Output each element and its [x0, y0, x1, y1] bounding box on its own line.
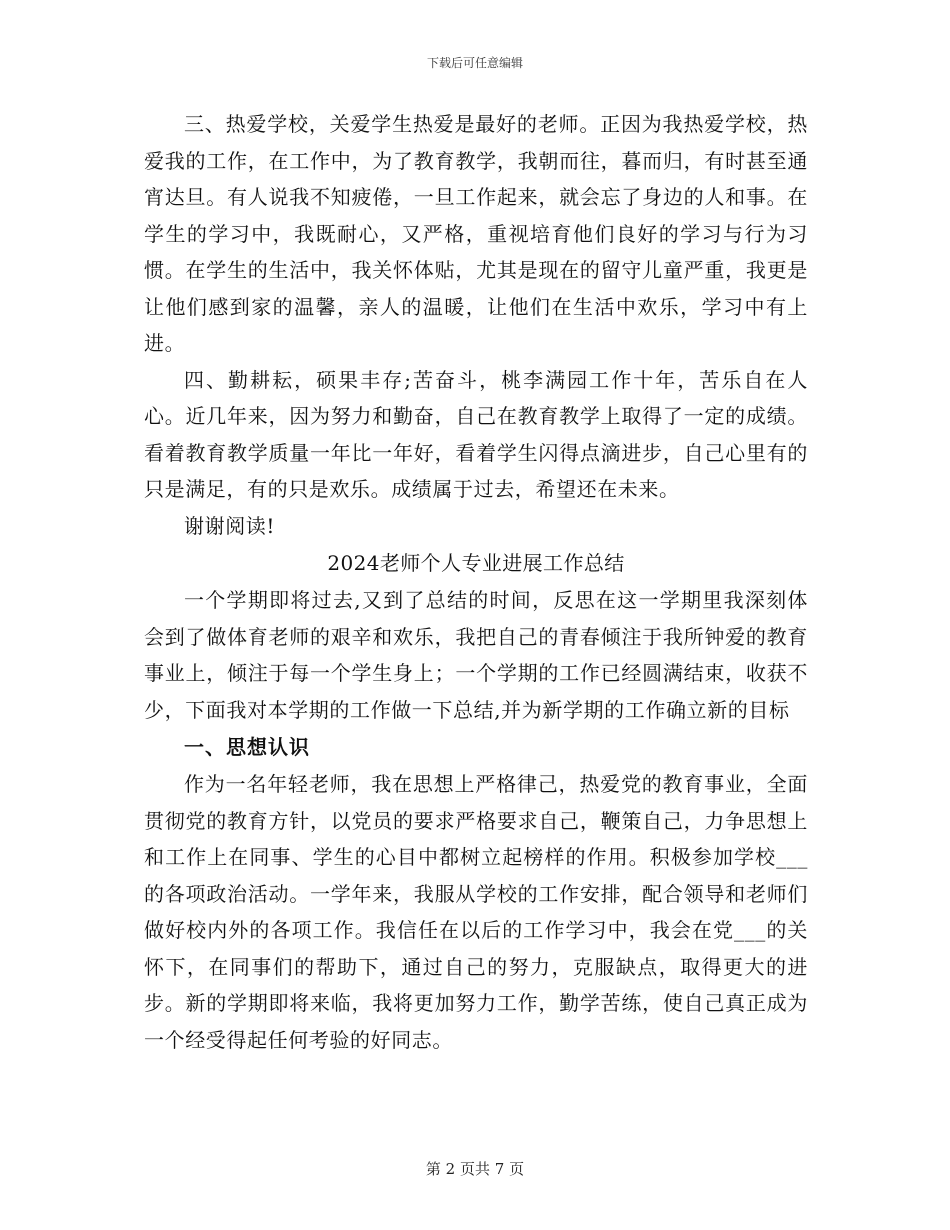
- heading-ideology: 一、思想认识: [184, 735, 310, 759]
- thanks-line: 谢谢阅读!: [184, 513, 276, 538]
- section-title: 2024老师个人专业进展工作总结: [327, 551, 625, 575]
- paragraph-hard-work: 四、勤耕耘，硕果丰存;苦奋斗，桃李满园工作十年，苦乐自在人心。近几年来，因为努力和勤奋，自己在教育教学上取得了一定的成绩。看着教育教学质量一年比一年好，看着学生闪得点滴进步，自己心里有的只是满足，有的只是欢乐。成绩属于过去，希望还在未来。: [144, 367, 808, 501]
- header-note: 下载后可任意编辑: [426, 56, 523, 70]
- page-number: 第 2 页共 7 页: [425, 1160, 525, 1178]
- paragraph-ideology: 作为一名年轻老师，我在思想上严格律己，热爱党的教育事业，全面贯彻党的教育方针，以党员的要求严格要求自己，鞭策自己，力争思想上和工作上在同事、学生的心目中都树立起榜样的作用。积极参加学校___的各项政治活动。一学年来，我服从学校的工作安排，配合领导和老师们做好校内外的各项工作。我信任在以后的工作学习中，我会在党___的关怀下，在同事们的帮助下，通过自己的努力，克服缺点，取得更大的进步。新的学期即将来临，我将更加努力工作，勤学苦练，使自己真正成为一个经受得起任何考验的好同志。: [144, 772, 808, 1052]
- document-body: [144, 106, 808, 1058]
- paragraph-love-school: 三、热爱学校，关爱学生热爱是最好的老师。正因为我热爱学校，热爱我的工作，在工作中，为了教育教学，我朝而往，暮而归，有时甚至通宵达旦。有人说我不知疲倦，一旦工作起来，就会忘了身边的人和事。在学生的学习中，我既耐心，又严格，重视培育他们良好的学习与行为习惯。在学生的生活中，我关怀体贴，尤其是现在的留守儿童严重，我更是让他们感到家的温馨，亲人的温暖，让他们在生活中欢乐，学习中有上进。: [144, 112, 808, 355]
- paragraph-semester-intro: 一个学期即将过去,又到了总结的时间，反思在这一学期里我深刻体会到了做体育老师的艰辛和欢乐，我把自己的青春倾注于我所钟爱的教育事业上，倾注于每一个学生身上；一个学期的工作已经圆满结束，收获不少，下面我对本学期的工作做一下总结,并为新学期的工作确立新的目标: [144, 588, 808, 722]
